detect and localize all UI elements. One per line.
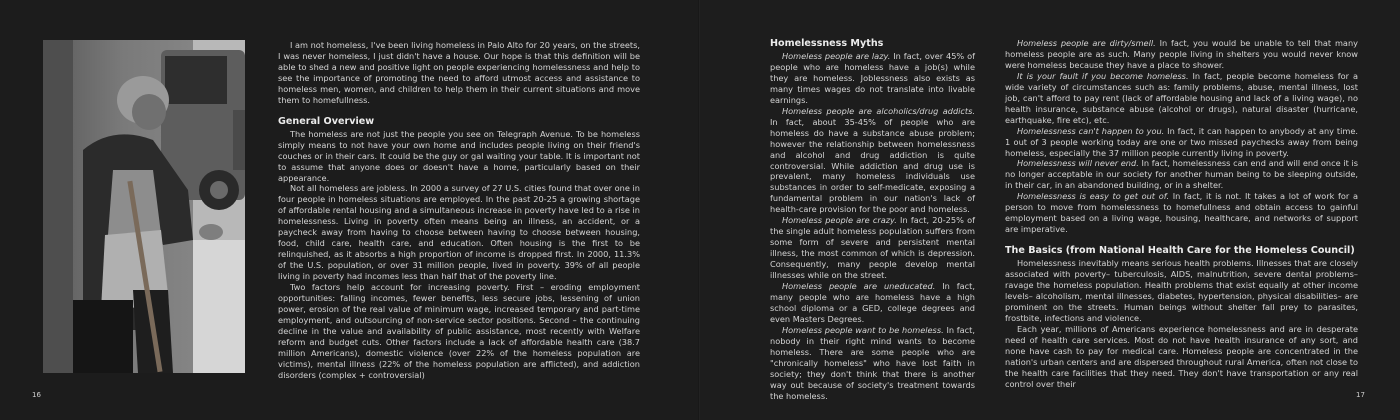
photo-elderly-woman-with-cane [43,40,245,373]
myth-title: Homeless people are crazy. [782,215,897,226]
myth-text: In fact, it can happen to anybody at any time. 1 out of 3 people working today are one or two missed paychecks away from being homeless, especially the 37 million people currently living in poverty. [1005,125,1358,158]
myth-title: Homelessness is easy to get out of. [1017,191,1170,202]
myth-text: In fact, over 45% of people who are homeless have a job(s) while they are homeless. Joblessness also exists as many times wages do not translate into livable earnings. [770,51,975,105]
myth-text: In fact, nobody in their right mind wants to become homeless. There are some people who are "chronically homeless" who have lost faith in society; they don't think that there is another way out because of society's treatment towards the homeless. [770,324,975,401]
overview-paragraph-3: Two factors help account for increasing poverty. First – eroding employment opportunities: falling incomes, fewer benefits, less secure jobs, lessening of union power, erosion of the real value of minimum wage, increased temporary and part-time employment, and outsourcing of non-service sector positions. Second – the continuing decline in the value and availability of public assistance, most recently with Welfare reform and budget cuts. Other factors include a lack of affordable health care (38.7 million Americans), domestic violence (over 22% of the homeless population are victims), mental illness (22% of the homeless population are afflicted), and addiction disorders (complex + controversial) [278,282,640,380]
myth-paragraph [1005,158,1358,191]
myth-paragraph [770,325,975,402]
myth-text: In fact, 20-25% of the single adult homeless population suffers from some form of severe and persistent mental illness, the most common of which is depression. Consequently, many people develop mental illnesses while on the street. [770,215,975,281]
myth-title: Homeless people want to be homeless. [782,324,944,335]
myth-text: In fact, people become homeless for a wide variety of circumstances such as: family problems, abuse, mental illness, lost job, can't afford to pay rent (lack of affordable housing and lack of a living wage), no health insurance, substance abuse (alcohol or drugs), natural disaster (hurricane, earthquake, fire etc), etc. [1005,70,1358,125]
myth-title: Homeless people are uneducated. [782,281,936,292]
page-number-right: 17 [1356,391,1365,399]
myth-paragraph [770,106,975,216]
myth-paragraph [1005,38,1358,71]
myth-text: In fact, many people who are homeless have a high school diploma or a GED, college degrees and even Masters Degrees. [770,281,975,324]
myth-text: In fact, about 35-45% of people who are homeless do have a substance abuse problem; however the relationship between homelessness and alcohol and drug addiction is quite controversial. While addiction and drug use is prevalent, many homeless individuals use substances in order to self-medicate, exposing a fundamental problem in our nation's lack of health-care provision for the poor and homeless. [770,116,975,215]
overview-paragraph-2: Not all homeless are jobless. In 2000 a survey of 27 U.S. cities found that over one in four people in homeless situations are employed. In the past 20-25 a growing shortage of affordable rental housing and a simultaneous increase in poverty have led to a rise in homelessness. Living in poverty often means being an illness, an accident, or a paycheck away from having to choose between having to choose between housing, food, child care, health care, and education. Often housing is the first to be relinquished, as it absorbs a high proportion of income is dropped first. In 2000, 11.3% of the U.S. population, or over 31 million people, lived in poverty. 39% of all people living in poverty had incomes less than half that of the poverty line. [278,183,640,282]
myth-text: In fact, it is not. It takes a lot of work for a person to move from homelessness to homefullness and obtain access to gainful employment based on a living wage, housing, healthcare, and networks of support are imperative. [1005,191,1358,235]
homelessness-myths-heading: Homelessness Myths [770,38,884,49]
myth-paragraph [770,281,975,325]
myth-title: Homeless people are lazy. [782,51,891,61]
myths-column-1 [770,38,975,402]
myth-title: Homeless people are alcoholics/drug addicts. [782,105,975,116]
general-overview-heading: General Overview [278,115,375,127]
photo-image [43,40,245,373]
left-text-column [278,40,640,381]
myth-text: In fact, homelessness can end and will end once it is no longer acceptable in our society for another human being to be sleeping outside, in their car, in an abandoned building, or in a shelter. [1005,158,1359,191]
myths-column-2 [1005,38,1358,390]
myth-title: Homelessness will never end. [1017,158,1139,169]
myth-paragraph [770,215,975,281]
myth-title: It is your fault if you become homeless. [1017,70,1189,81]
myth-paragraph [1005,126,1358,159]
myth-paragraph [770,51,975,106]
overview-paragraph-1: The homeless are not just the people you see on Telegraph Avenue. To be homeless simply means to not have your own home and includes people living on their friend's couches or in their cars. It could be the guy or gal waiting your table. It is important not to assume that anyone does or doesn't have a home, particularly based on their appearance. [278,128,640,183]
myth-title: Homelessness can't happen to you. [1017,125,1165,136]
basics-paragraph-2: Each year, millions of Americans experience homelessness and are in desperate need of health care services. Most do not have health insurance of any sort, and none have cash to pay for medical care. Homeless people are concentrated in the nation's urban centers and are dispersed throughout rural America, often not close to the health care facilities that they need. They don't have transportation or any real control over their [1005,323,1358,389]
intro-paragraph: I am not homeless, I've been living homeless in Palo Alto for 20 years, on the streets, I was never homeless, I just didn't have a house. Our hope is that this definition will be able to shed a new and positive light on people experiencing homelessness and help to see the importance of promoting the need to afford utmost access and assistance to homeless men, women, and children to help them in their current situations and move them to homefullness. [278,40,640,105]
myth-text: In fact, you would be unable to tell that many homeless people are as such. Many people living in shelters you would never know were homeless because they have a place to shower. [1005,38,1358,70]
myth-title: Homeless people are dirty/smell. [1017,38,1156,48]
page-number-left: 16 [32,391,41,399]
the-basics-heading: The Basics (from National Health Care for the Homeless Council) [1005,245,1355,257]
myth-paragraph [1005,191,1358,235]
basics-paragraph-1: Homelessness inevitably means serious health problems. Illnesses that are closely associated with poverty– tuberculosis, AIDS, malnutrition, severe dental problems– ravage the homeless population. Health problems that exist equally at other income levels– alcoholism, mental illnesses, diabetes, hypertension, physical disabilities– are prominent on the streets. Human beings without shelter fall prey to parasites, frostbite, infections and violence. [1005,258,1358,323]
myth-paragraph [1005,71,1358,126]
